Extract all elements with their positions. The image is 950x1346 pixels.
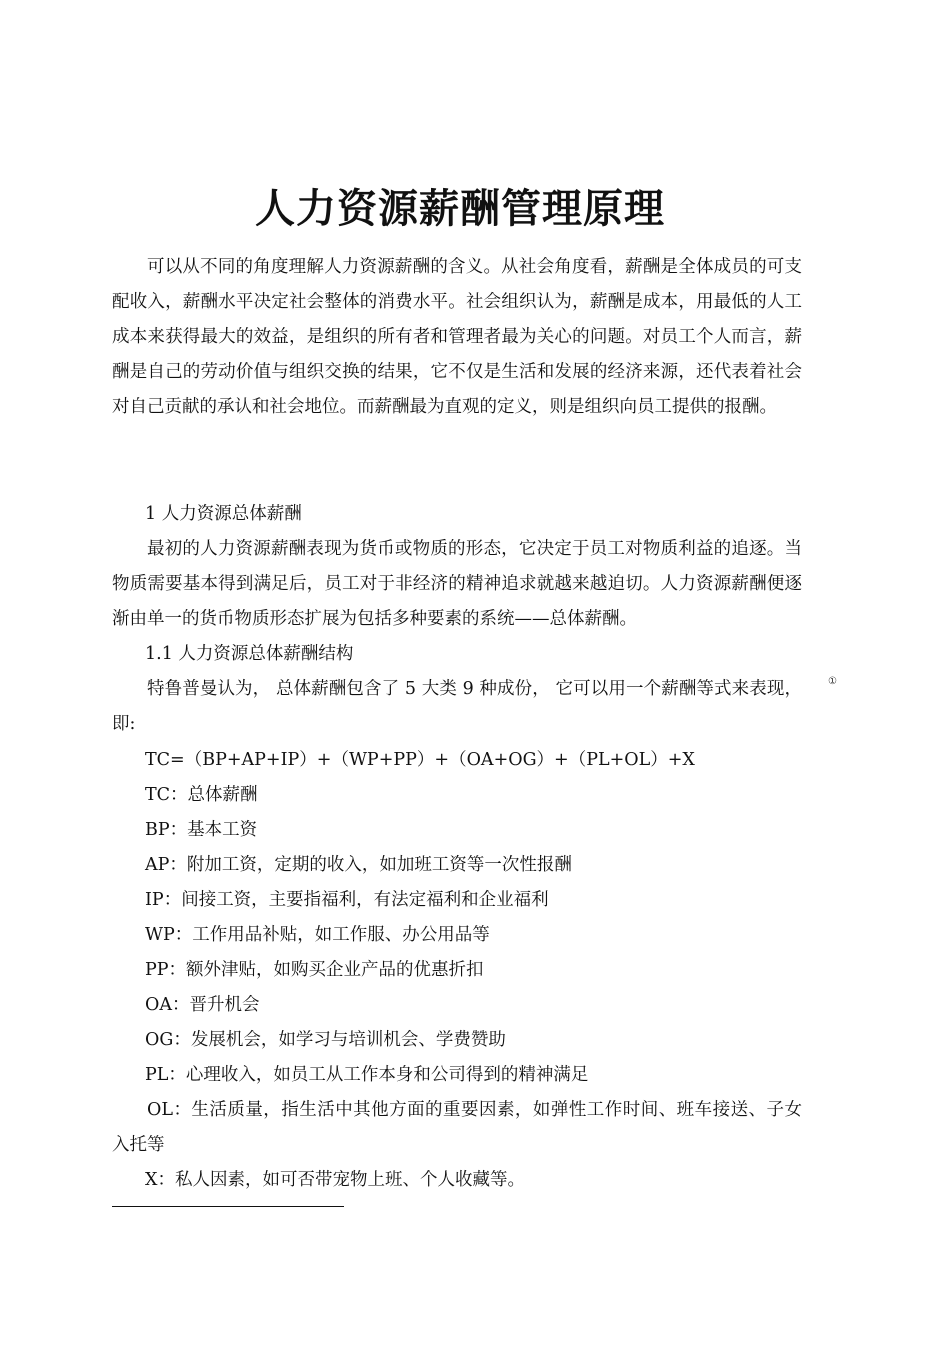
definition-ip: IP：间接工资，主要指福利，有法定福利和企业福利 bbox=[145, 890, 549, 910]
section-1-heading: 1 人力资源总体薪酬 bbox=[145, 504, 302, 524]
section-1-1-intro: 特鲁普曼认为， 总体薪酬包含了 5 大类 9 种成份， 它可以用一个薪酬等式来表现，即: bbox=[112, 679, 802, 734]
footnote-separator bbox=[112, 1206, 344, 1207]
definition-bp: BP：基本工资 bbox=[145, 820, 258, 840]
footnote-marker[interactable]: ① bbox=[828, 676, 837, 687]
intro-paragraph: 可以从不同的角度理解人力资源薪酬的含义。从社会角度看，薪酬是全体成员的可支配收入，薪酬水平决定社会整体的消费水平。社会组织认为，薪酬是成本，用最低的人工成本来获得最大的效益，是组织的所有者和管理者最为关心的问题。对员工个人而言，薪酬是自己的劳动价值与组织交换的结果，它不仅是生活和发展的经济来源，还代表着社会对自己贡献的承认和社会地位。而薪酬最为直观的定义，则是组织向员工提供的报酬。 bbox=[112, 257, 802, 417]
definition-wp: WP：工作用品补贴，如工作服、办公用品等 bbox=[145, 925, 490, 945]
total-compensation-formula: TC=（BP+AP+IP）+（WP+PP）+（OA+OG）+（PL+OL）+X bbox=[145, 750, 695, 770]
definition-og: OG：发展机会，如学习与培训机会、学费赞助 bbox=[145, 1030, 506, 1050]
definition-oa: OA：晋升机会 bbox=[145, 995, 260, 1015]
definition-pp: PP：额外津贴，如购买企业产品的优惠折扣 bbox=[145, 960, 484, 980]
definition-ol: OL：生活质量，指生活中其他方面的重要因素，如弹性工作时间、班车接送、子女入托等 bbox=[112, 1100, 802, 1155]
definition-tc: TC：总体薪酬 bbox=[145, 785, 258, 805]
section-1-1-heading: 1.1 人力资源总体薪酬结构 bbox=[145, 644, 354, 664]
definition-ap: AP：附加工资，定期的收入，如加班工资等一次性报酬 bbox=[145, 855, 572, 875]
definition-x: X：私人因素，如可否带宠物上班、个人收藏等。 bbox=[145, 1170, 525, 1190]
section-1-body: 最初的人力资源薪酬表现为货币或物质的形态，它决定于员工对物质利益的追逐。当物质需要基本得到满足后，员工对于非经济的精神追求就越来越迫切。人力资源薪酬便逐渐由单一的货币物质形态扩展为包括多种要素的系统——总体薪酬。 bbox=[112, 539, 802, 629]
document-title: 人力资源薪酬管理原理 bbox=[255, 184, 665, 232]
definition-pl: PL：心理收入，如员工从工作本身和公司得到的精神满足 bbox=[145, 1065, 589, 1085]
